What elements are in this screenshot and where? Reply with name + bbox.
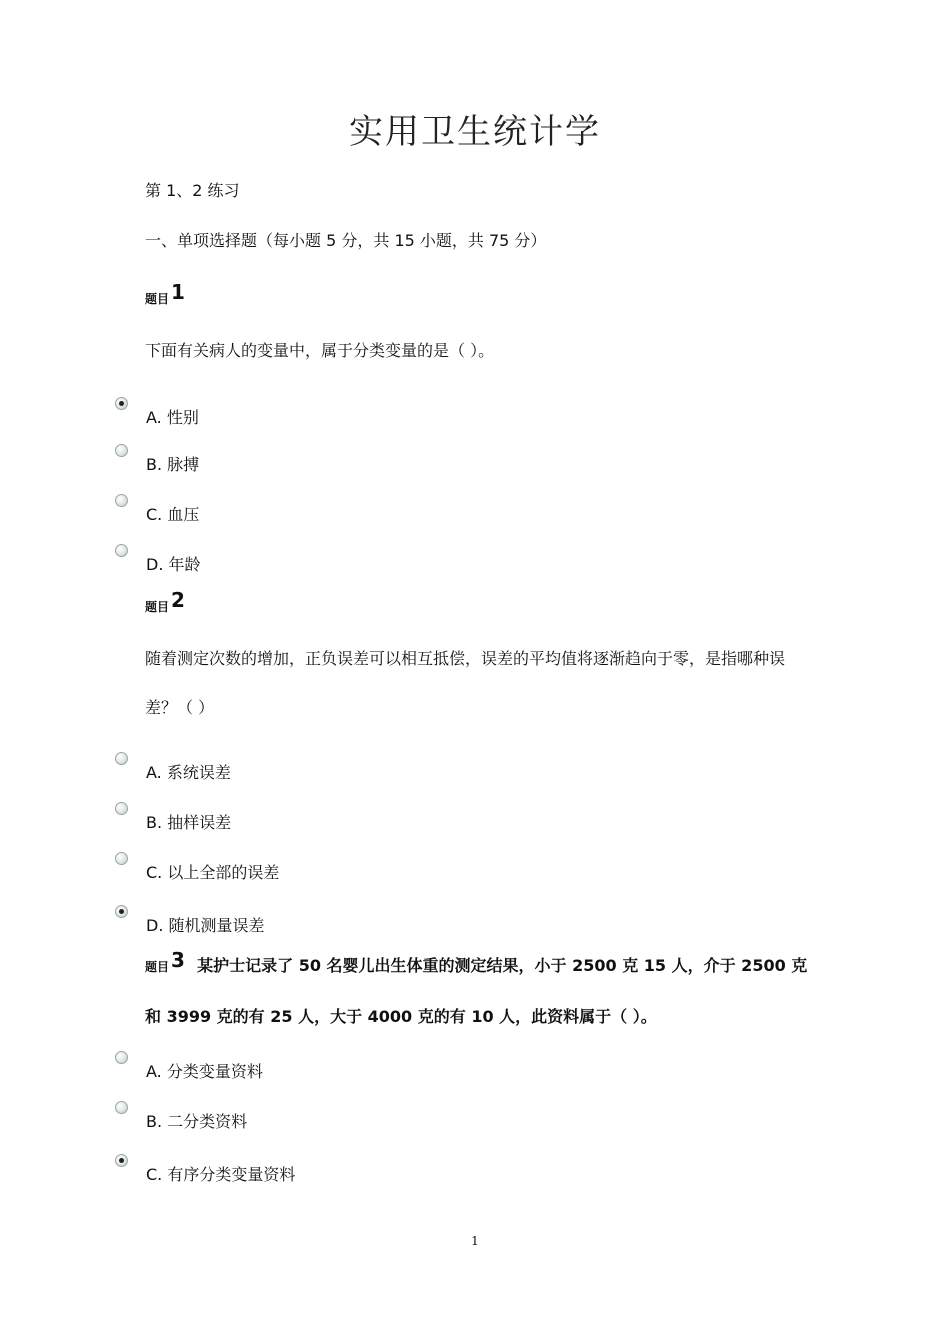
question-1-option-a[interactable]	[115, 405, 199, 428]
question-2-text-line2: 差？（ ）	[145, 698, 215, 717]
document-title: 实用卫生统计学	[349, 112, 601, 152]
section-heading: 一、单项选择题（每小题 5 分，共 15 小题，共 75 分）	[145, 231, 547, 250]
radio-unchecked-icon[interactable]	[115, 752, 128, 765]
radio-checked-icon[interactable]	[115, 397, 128, 410]
question-3-option-b[interactable]	[115, 1109, 247, 1132]
radio-unchecked-icon[interactable]	[115, 544, 128, 557]
option-label: D. 随机测量误差	[146, 916, 265, 935]
option-label: C. 有序分类变量资料	[146, 1165, 296, 1184]
option-label: D. 年龄	[146, 555, 201, 574]
question-1-option-d[interactable]	[115, 552, 201, 575]
option-label: B. 抽样误差	[146, 813, 232, 832]
option-label: C. 血压	[146, 505, 200, 524]
question-2-option-c[interactable]	[115, 860, 279, 883]
question-2-text-line1: 随着测定次数的增加，正负误差可以相互抵偿，误差的平均值将逐渐趋向于零，是指哪种误	[145, 649, 786, 668]
question-2-option-b[interactable]	[115, 810, 231, 833]
question-1-option-c[interactable]	[115, 502, 199, 525]
question-1-text: 下面有关病人的变量中，属于分类变量的是（ ）。	[145, 341, 495, 360]
option-label: B. 二分类资料	[146, 1112, 248, 1131]
question-3-text-line1: 某护士记录了 50 名婴儿出生体重的测定结果，小于 2500 克 15 人，介于 2500 克	[197, 956, 808, 975]
radio-unchecked-icon[interactable]	[115, 444, 128, 457]
radio-unchecked-icon[interactable]	[115, 852, 128, 865]
question-2-number: 2	[171, 588, 185, 612]
question-label-text: 题目	[145, 292, 170, 306]
radio-unchecked-icon[interactable]	[115, 802, 128, 815]
question-1-number: 1	[171, 280, 185, 304]
page-number: 1	[471, 1234, 479, 1248]
radio-unchecked-icon[interactable]	[115, 494, 128, 507]
option-label: B. 脉搏	[146, 455, 200, 474]
question-label-text: 题目	[145, 960, 170, 974]
document-subtitle: 第 1、2 练习	[145, 181, 240, 200]
question-3-label	[145, 948, 808, 976]
question-1-option-b[interactable]	[115, 452, 199, 475]
question-label-text: 题目	[145, 600, 170, 614]
radio-checked-icon[interactable]	[115, 1154, 128, 1167]
question-2-label	[145, 588, 185, 616]
option-label: A. 系统误差	[146, 763, 231, 782]
question-2-option-d[interactable]	[115, 913, 265, 936]
option-label: A. 性别	[146, 408, 199, 427]
radio-checked-icon[interactable]	[115, 905, 128, 918]
question-2-option-a[interactable]	[115, 760, 231, 783]
option-label: C. 以上全部的误差	[146, 863, 280, 882]
question-3-number: 3	[171, 948, 185, 972]
option-label: A. 分类变量资料	[146, 1062, 263, 1081]
question-1-label	[145, 280, 185, 308]
question-3-option-a[interactable]	[115, 1059, 263, 1082]
radio-unchecked-icon[interactable]	[115, 1051, 128, 1064]
question-3-text-line2: 和 3999 克的有 25 人，大于 4000 克的有 10 人，此资料属于（ ）。	[145, 1007, 657, 1026]
question-3-option-c[interactable]	[115, 1162, 295, 1185]
radio-unchecked-icon[interactable]	[115, 1101, 128, 1114]
